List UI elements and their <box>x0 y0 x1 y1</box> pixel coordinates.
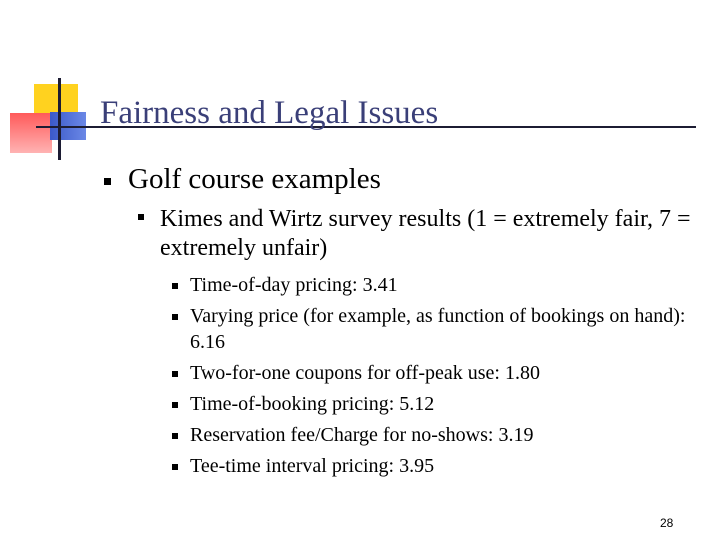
slide-title: Fairness and Legal Issues <box>100 95 439 131</box>
page-number: 28 <box>660 516 674 530</box>
slide-logo-decoration <box>0 0 110 170</box>
bullet-square-icon <box>172 433 178 439</box>
list-item <box>190 360 700 386</box>
red-square <box>10 113 52 153</box>
list-item <box>190 303 700 355</box>
bullet-square-icon <box>172 464 178 470</box>
list-item <box>190 422 700 448</box>
bullet-square-icon <box>104 178 111 185</box>
survey-results-list <box>190 272 700 484</box>
list-item-text: Two-for-one coupons for off-peak use: 1.80 <box>190 362 540 384</box>
list-item-text: Varying price (for example, as function of bookings on hand): 6.16 <box>190 305 686 353</box>
level2-bullet-text: Kimes and Wirtz survey results (1 = extremely fair, 7 = extremely unfair) <box>160 206 691 261</box>
list-item <box>190 391 700 417</box>
vertical-rule <box>58 78 61 160</box>
list-item <box>190 453 700 479</box>
list-item-text: Time-of-booking pricing: 5.12 <box>190 393 435 415</box>
bullet-square-icon <box>172 371 178 377</box>
bullet-square-icon <box>172 283 178 289</box>
list-item-text: Tee-time interval pricing: 3.95 <box>190 455 435 477</box>
level1-bullet-text: Golf course examples <box>128 163 381 195</box>
list-item-text: Time-of-day pricing: 3.41 <box>190 274 398 296</box>
bullet-square-icon <box>172 314 178 320</box>
list-item-text: Reservation fee/Charge for no-shows: 3.19 <box>190 424 534 446</box>
bullet-square-icon <box>172 402 178 408</box>
bullet-square-icon <box>138 214 144 220</box>
list-item <box>190 272 700 298</box>
